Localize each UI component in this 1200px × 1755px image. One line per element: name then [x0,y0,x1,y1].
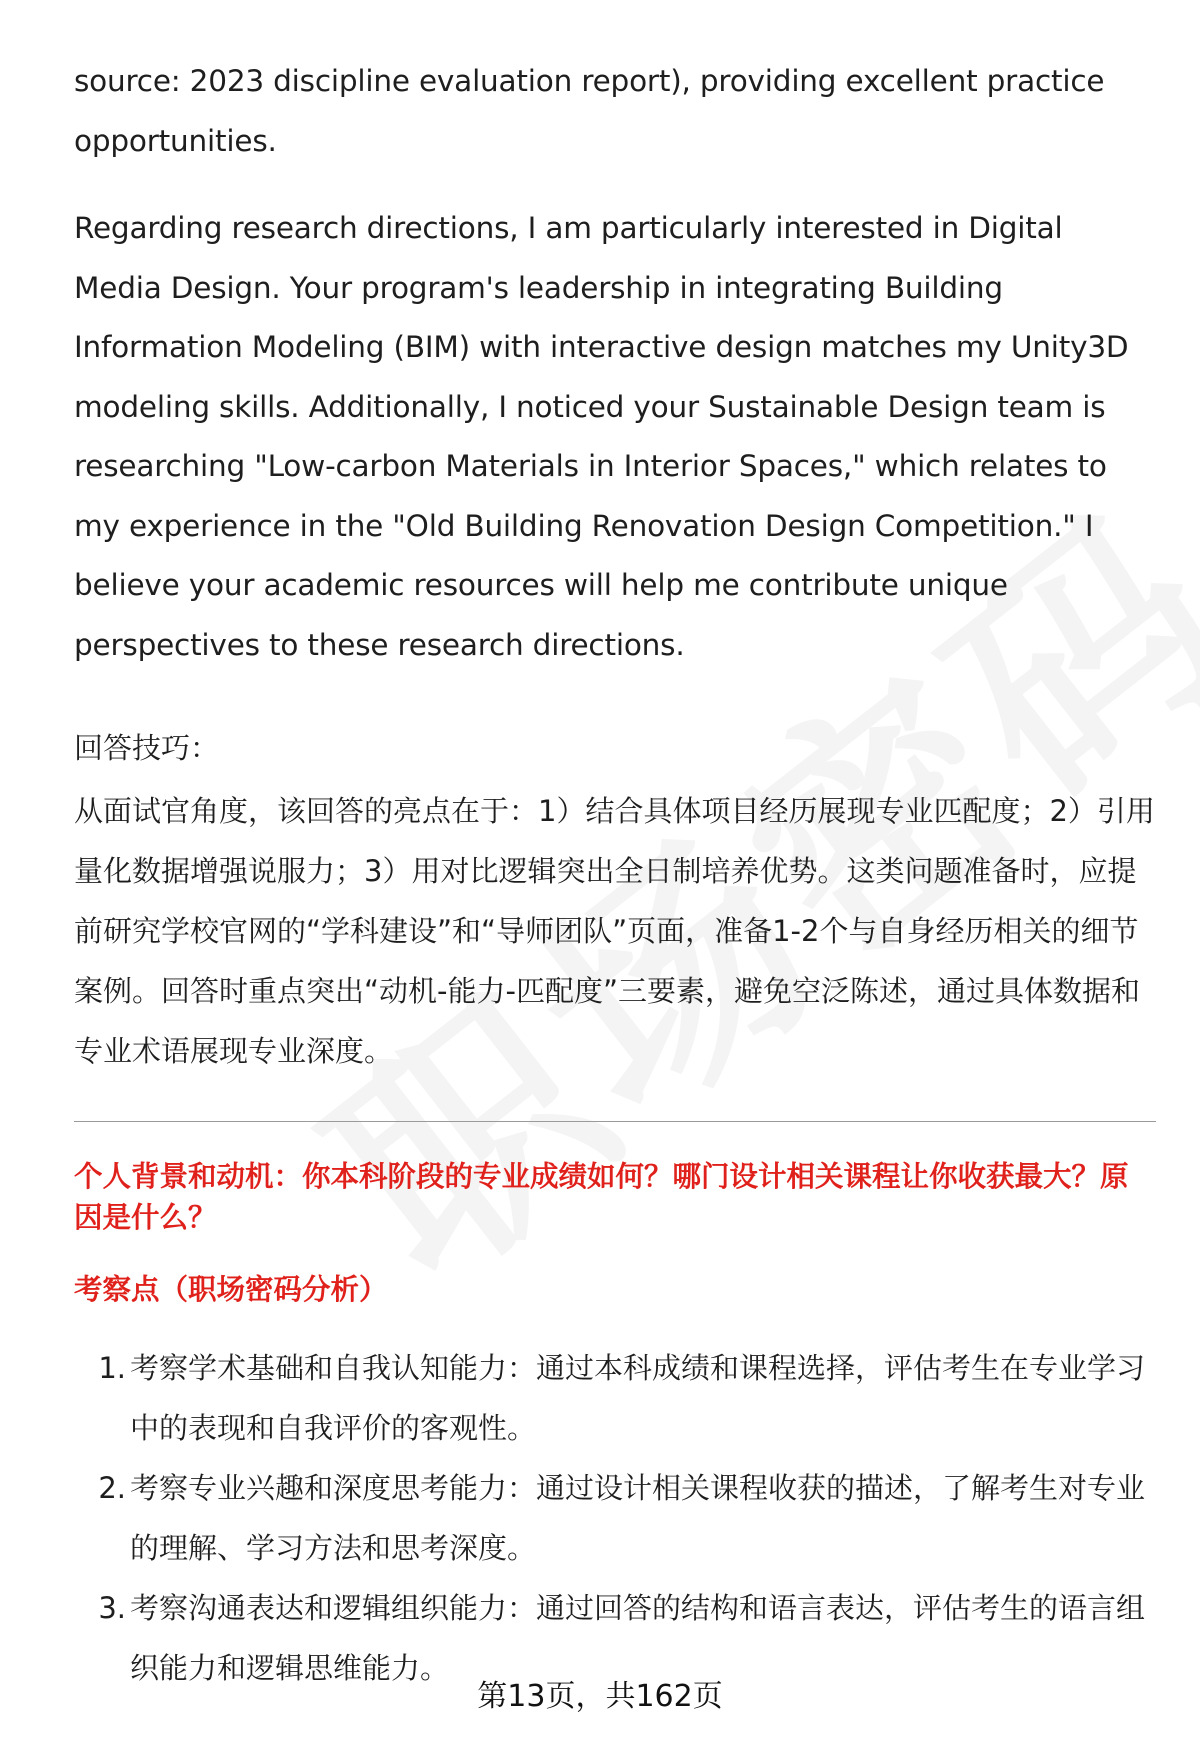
list-item-number: 3. [98,1591,126,1625]
paragraph-1: source: 2023 discipline evaluation report), providing excellent practice opportunities. [74,64,1105,158]
page-number-footer: 第13页，共162页 [477,1679,723,1714]
analysis-points-list [74,1338,1156,1698]
list-item-text: 考察专业兴趣和深度思考能力：通过设计相关课程收获的描述，了解考生对专业的理解、学习方法和思考深度。 [130,1471,1146,1565]
list-item-text: 考察学术基础和自我认知能力：通过本科成绩和课程选择，评估考生在专业学习中的表现和自我评价的客观性。 [130,1351,1146,1445]
document-page [74,52,1156,1698]
tips-title: 回答技巧： [74,731,220,765]
list-item-number: 2. [98,1471,126,1505]
list-item [74,1338,1156,1458]
section-divider [74,1121,1156,1122]
list-item [74,1458,1156,1578]
list-item-number: 1. [98,1351,126,1385]
paragraph-2: Regarding research directions, I am particularly interested in Digital Media Design. Your program's leadership in integrating Building Information Modeling (BIM) with interactive design matches my Unity3D modeling skills. Additionally, I noticed your Sustainable Design team is researching "Low-carbon Materials in Interior Spaces," which relates to my experience in the "Old Building Renovation Design Competition." I believe your academic resources will help me contribute unique perspectives to these research directions. [74,211,1129,662]
list-item-text: 考察沟通表达和逻辑组织能力：通过回答的结构和语言表达，评估考生的语言组织能力和逻辑思维能力。 [130,1591,1146,1685]
question-heading: 个人背景和动机：你本科阶段的专业成绩如何？哪门设计相关课程让你收获最大？原因是什么？ [74,1160,1129,1234]
tips-body: 从面试官角度，该回答的亮点在于：1）结合具体项目经历展现专业匹配度；2）引用量化数据增强说服力；3）用对比逻辑突出全日制培养优势。这类问题准备时，应提前研究学校官网的“学科建设”和“导师团队”页面，准备1-2个与自身经历相关的细节案例。回答时重点突出“动机-能力-匹配度”三要素，避免空泛陈述，通过具体数据和专业术语展现专业深度。 [74,794,1155,1068]
analysis-heading: 考察点（职场密码分析） [74,1273,388,1306]
